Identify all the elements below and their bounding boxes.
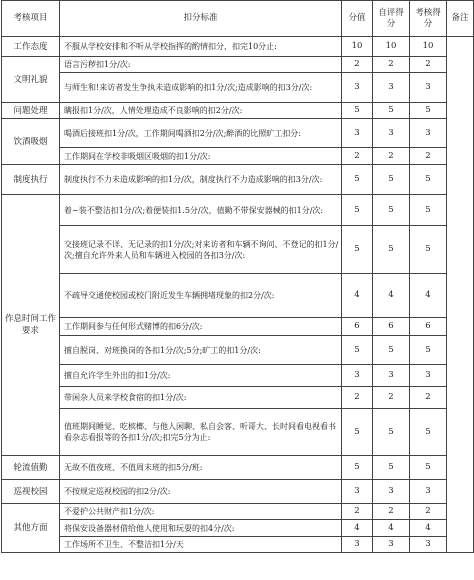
category-cell: 制度执行 bbox=[2, 165, 60, 195]
criteria-cell: 与师生和!来访者发生争执未造成影响的扣1分/次;造成影响的扣3分/次: bbox=[60, 73, 342, 103]
criteria-cell: 语言污秽扣1分/次: bbox=[60, 57, 342, 73]
header-criteria: 扣分标准 bbox=[60, 1, 342, 37]
review-score-cell: 5 bbox=[410, 409, 447, 456]
assessment-table bbox=[1, 0, 474, 553]
review-score-cell: 5 bbox=[410, 103, 447, 119]
table-row bbox=[2, 148, 474, 165]
table-row bbox=[2, 387, 474, 409]
points-cell: 5 bbox=[342, 195, 373, 226]
table-row bbox=[2, 37, 474, 57]
table-row bbox=[2, 195, 474, 226]
points-cell: 4 bbox=[342, 520, 373, 537]
review-score-cell: 4 bbox=[410, 274, 447, 318]
points-cell: 5 bbox=[342, 336, 373, 365]
self-score-cell: 5 bbox=[373, 409, 410, 456]
table-row bbox=[2, 336, 474, 365]
self-score-cell: 3 bbox=[373, 365, 410, 387]
criteria-cell: 工作期间在学校非吸烟区吸烟的扣1分/次: bbox=[60, 148, 342, 165]
review-score-cell: 2 bbox=[410, 148, 447, 165]
criteria-cell: 无故不值夜班、不值周末班的扣5分/班: bbox=[60, 456, 342, 480]
note-cell bbox=[447, 37, 474, 553]
self-score-cell: 4 bbox=[373, 520, 410, 537]
points-cell: 10 bbox=[342, 37, 373, 57]
criteria-cell: 不服从学校安排和不听从学校指挥的酌情扣分，扣完10分止: bbox=[60, 37, 342, 57]
criteria-cell: 擅自脱岗、对班换岗的各扣1分/次;5分;旷工的扣1分/次: bbox=[60, 336, 342, 365]
review-score-cell: 5 bbox=[410, 165, 447, 195]
self-score-cell: 5 bbox=[373, 195, 410, 226]
points-cell: 3 bbox=[342, 365, 373, 387]
table-row bbox=[2, 537, 474, 553]
criteria-cell: 交接班记录不详、无记录的扣1分/次;对来访者和车辆不询问、不登记的扣1分/次;擅自允许外来人员和车辆进入校园的各扣3分/次: bbox=[60, 226, 342, 274]
table-row bbox=[2, 365, 474, 387]
criteria-cell: 不按规定巡视校园的扣2分/次: bbox=[60, 480, 342, 504]
category-cell: 工作态度 bbox=[2, 37, 60, 57]
points-cell: 5 bbox=[342, 456, 373, 480]
criteria-cell: 将保安设备器材借给他人使用和玩耍的扣4分/次: bbox=[60, 520, 342, 537]
review-score-cell: 5 bbox=[410, 336, 447, 365]
review-score-cell: 10 bbox=[410, 37, 447, 57]
category-cell: 问题处理 bbox=[2, 103, 60, 119]
header-review-score: 考核得分 bbox=[410, 1, 447, 37]
self-score-cell: 5 bbox=[373, 165, 410, 195]
review-score-cell: 2 bbox=[410, 387, 447, 409]
criteria-cell: 着~装不整洁扣1分/次;着便装扣1.5分/次，值勤不带保安器械的扣1分/次: bbox=[60, 195, 342, 226]
criteria-cell: 工作期间参与任何形式赌博的扣6分/次: bbox=[60, 318, 342, 336]
header-row bbox=[2, 1, 474, 37]
points-cell: 4 bbox=[342, 274, 373, 318]
table-row bbox=[2, 103, 474, 119]
self-score-cell: 5 bbox=[373, 336, 410, 365]
review-score-cell: 5 bbox=[410, 195, 447, 226]
table-row bbox=[2, 226, 474, 274]
header-self-score: 自评得分 bbox=[373, 1, 410, 37]
criteria-cell: 喝酒后接班扣1分/次，工作期间喝酒扣2分/次;醉酒的比照旷工扣分: bbox=[60, 119, 342, 148]
review-score-cell: 3 bbox=[410, 537, 447, 553]
category-cell: 巡视校园 bbox=[2, 480, 60, 504]
review-score-cell: 3 bbox=[410, 119, 447, 148]
criteria-cell: 工作场所不卫生、不整洁扣1分/天 bbox=[60, 537, 342, 553]
review-score-cell: 3 bbox=[410, 73, 447, 103]
self-score-cell: 5 bbox=[373, 226, 410, 274]
criteria-cell: 瞒报扣1分/次，人情处理造成不良影响的扣2分/次: bbox=[60, 103, 342, 119]
self-score-cell: 2 bbox=[373, 504, 410, 520]
category-cell: 其他方面 bbox=[2, 504, 60, 553]
points-cell: 6 bbox=[342, 318, 373, 336]
category-cell: 轮流值勤 bbox=[2, 456, 60, 480]
self-score-cell: 4 bbox=[373, 274, 410, 318]
review-score-cell: 6 bbox=[410, 318, 447, 336]
criteria-cell: 制度执行不力未造成影响的扣1分/次，制度执行不力造成影响的扣3分/次: bbox=[60, 165, 342, 195]
points-cell: 2 bbox=[342, 57, 373, 73]
points-cell: 2 bbox=[342, 387, 373, 409]
self-score-cell: 2 bbox=[373, 387, 410, 409]
category-cell: 作息时间工作要求 bbox=[2, 195, 60, 456]
criteria-cell: 擅自允许学生外出的扣1分/次: bbox=[60, 365, 342, 387]
review-score-cell: 2 bbox=[410, 57, 447, 73]
points-cell: 3 bbox=[342, 537, 373, 553]
table-row bbox=[2, 119, 474, 148]
points-cell: 3 bbox=[342, 73, 373, 103]
header-note: 备注 bbox=[447, 1, 474, 37]
review-score-cell: 4 bbox=[410, 520, 447, 537]
table-row bbox=[2, 165, 474, 195]
self-score-cell: 3 bbox=[373, 119, 410, 148]
points-cell: 3 bbox=[342, 480, 373, 504]
review-score-cell: 3 bbox=[410, 480, 447, 504]
criteria-cell: 带闲杂人员来学校食宿的扣1分/次: bbox=[60, 387, 342, 409]
self-score-cell: 3 bbox=[373, 480, 410, 504]
header-points: 分值 bbox=[342, 1, 373, 37]
table-row bbox=[2, 409, 474, 456]
review-score-cell: 3 bbox=[410, 365, 447, 387]
points-cell: 3 bbox=[342, 119, 373, 148]
review-score-cell: 5 bbox=[410, 226, 447, 274]
self-score-cell: 2 bbox=[373, 148, 410, 165]
category-cell: 饮酒吸烟 bbox=[2, 119, 60, 165]
table-row bbox=[2, 456, 474, 480]
table-row bbox=[2, 318, 474, 336]
category-cell: 文明礼貌 bbox=[2, 57, 60, 103]
table-row bbox=[2, 274, 474, 318]
self-score-cell: 3 bbox=[373, 73, 410, 103]
criteria-cell: 不疏导交通使校园或校门附近发生车辆拥堵现象的扣2分/次: bbox=[60, 274, 342, 318]
points-cell: 2 bbox=[342, 148, 373, 165]
criteria-cell: 值班期间睡觉、吃槟榔、与他人闲聊、私自会客、听哥大、长时间看电视看书看杂志看报等的各扣1分/次;扣完5分为止: bbox=[60, 409, 342, 456]
self-score-cell: 6 bbox=[373, 318, 410, 336]
table-row bbox=[2, 480, 474, 504]
table-row bbox=[2, 504, 474, 520]
points-cell: 2 bbox=[342, 504, 373, 520]
self-score-cell: 10 bbox=[373, 37, 410, 57]
points-cell: 5 bbox=[342, 165, 373, 195]
self-score-cell: 5 bbox=[373, 456, 410, 480]
review-score-cell: 2 bbox=[410, 504, 447, 520]
points-cell: 5 bbox=[342, 409, 373, 456]
table-row bbox=[2, 57, 474, 73]
self-score-cell: 5 bbox=[373, 103, 410, 119]
points-cell: 5 bbox=[342, 226, 373, 274]
self-score-cell: 2 bbox=[373, 57, 410, 73]
criteria-cell: 不爱护公共财产扣1分/次: bbox=[60, 504, 342, 520]
table-row bbox=[2, 73, 474, 103]
table-row bbox=[2, 520, 474, 537]
review-score-cell: 5 bbox=[410, 456, 447, 480]
points-cell: 5 bbox=[342, 103, 373, 119]
self-score-cell: 3 bbox=[373, 537, 410, 553]
header-category: 考核项目 bbox=[2, 1, 60, 37]
